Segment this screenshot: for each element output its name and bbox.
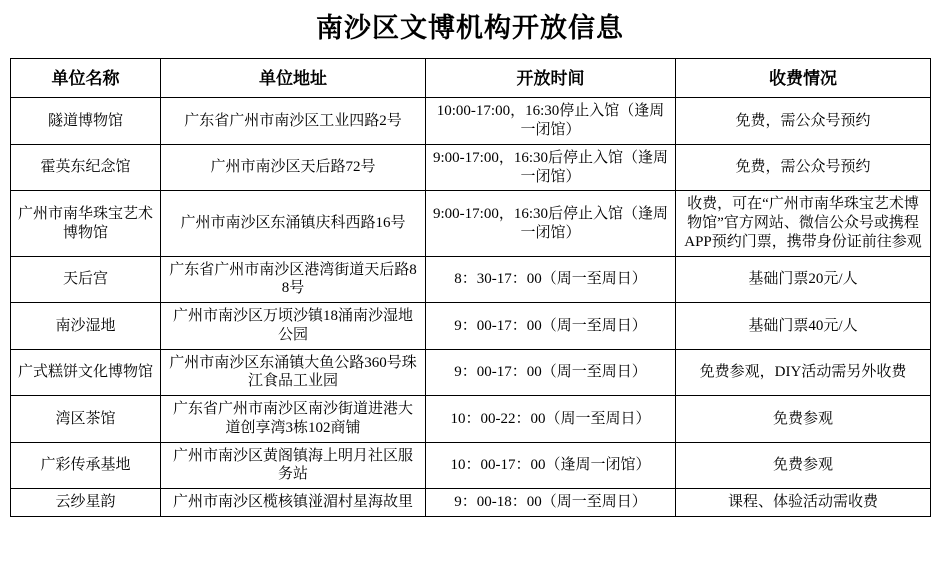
cell-venue-name: 湾区茶馆 — [11, 396, 161, 443]
venue-info-table — [10, 58, 931, 517]
cell-venue-hours: 10：00-17：00（逢周一闭馆） — [426, 442, 676, 489]
cell-venue-hours: 10:00-17:00，16:30停止入馆（逢周一闭馆） — [426, 98, 676, 145]
cell-venue-hours: 9：00-17：00（周一至周日） — [426, 349, 676, 396]
cell-venue-hours: 9:00-17:00，16:30后停止入馆（逢周一闭馆） — [426, 144, 676, 191]
column-header-hours: 开放时间 — [426, 59, 676, 98]
cell-venue-fee: 基础门票40元/人 — [676, 303, 931, 350]
cell-venue-name: 天后宫 — [11, 256, 161, 303]
table-row — [11, 98, 931, 145]
table-row — [11, 489, 931, 517]
cell-venue-fee: 免费参观 — [676, 396, 931, 443]
cell-venue-address: 广东省广州市南沙区南沙街道进港大道创享湾3栋102商铺 — [161, 396, 426, 443]
cell-venue-hours: 9：00-18：00（周一至周日） — [426, 489, 676, 517]
table-row — [11, 349, 931, 396]
cell-venue-hours: 8：30-17：00（周一至周日） — [426, 256, 676, 303]
cell-venue-fee: 基础门票20元/人 — [676, 256, 931, 303]
cell-venue-fee: 免费参观 — [676, 442, 931, 489]
cell-venue-name: 广彩传承基地 — [11, 442, 161, 489]
cell-venue-name: 云纱星韵 — [11, 489, 161, 517]
cell-venue-address: 广东省广州市南沙区港湾街道天后路88号 — [161, 256, 426, 303]
cell-venue-hours: 10：00-22：00（周一至周日） — [426, 396, 676, 443]
column-header-name: 单位名称 — [11, 59, 161, 98]
cell-venue-fee: 免费，需公众号预约 — [676, 144, 931, 191]
cell-venue-name: 广州市南华珠宝艺术博物馆 — [11, 191, 161, 256]
table-row — [11, 256, 931, 303]
cell-venue-fee: 免费，需公众号预约 — [676, 98, 931, 145]
cell-venue-name: 南沙湿地 — [11, 303, 161, 350]
column-header-fee: 收费情况 — [676, 59, 931, 98]
table-row — [11, 303, 931, 350]
cell-venue-hours: 9:00-17:00，16:30后停止入馆（逢周一闭馆） — [426, 191, 676, 256]
cell-venue-hours: 9：00-17：00（周一至周日） — [426, 303, 676, 350]
cell-venue-name: 广式糕饼文化博物馆 — [11, 349, 161, 396]
cell-venue-address: 广州市南沙区天后路72号 — [161, 144, 426, 191]
cell-venue-address: 广州市南沙区榄核镇湴湄村星海故里 — [161, 489, 426, 517]
table-row — [11, 191, 931, 256]
cell-venue-address: 广州市南沙区东涌镇大鱼公路360号珠江食品工业园 — [161, 349, 426, 396]
table-row — [11, 442, 931, 489]
page-title: 南沙区文博机构开放信息 — [316, 13, 624, 43]
cell-venue-fee: 课程、体验活动需收费 — [676, 489, 931, 517]
column-header-address: 单位地址 — [161, 59, 426, 98]
cell-venue-address: 广州市南沙区东涌镇庆科西路16号 — [161, 191, 426, 256]
cell-venue-name: 霍英东纪念馆 — [11, 144, 161, 191]
cell-venue-fee: 免费参观，DIY活动需另外收费 — [676, 349, 931, 396]
cell-venue-address: 广州市南沙区黄阁镇海上明月社区服务站 — [161, 442, 426, 489]
cell-venue-address: 广州市南沙区万顷沙镇18涌南沙湿地公园 — [161, 303, 426, 350]
cell-venue-address: 广东省广州市南沙区工业四路2号 — [161, 98, 426, 145]
cell-venue-name: 隧道博物馆 — [11, 98, 161, 145]
cell-venue-fee: 收费，可在“广州市南华珠宝艺术博物馆”官方网站、微信公众号或携程APP预约门票，携带身份证前往参观 — [676, 191, 931, 256]
table-row — [11, 396, 931, 443]
table-row — [11, 144, 931, 191]
table-header-row — [11, 59, 931, 98]
